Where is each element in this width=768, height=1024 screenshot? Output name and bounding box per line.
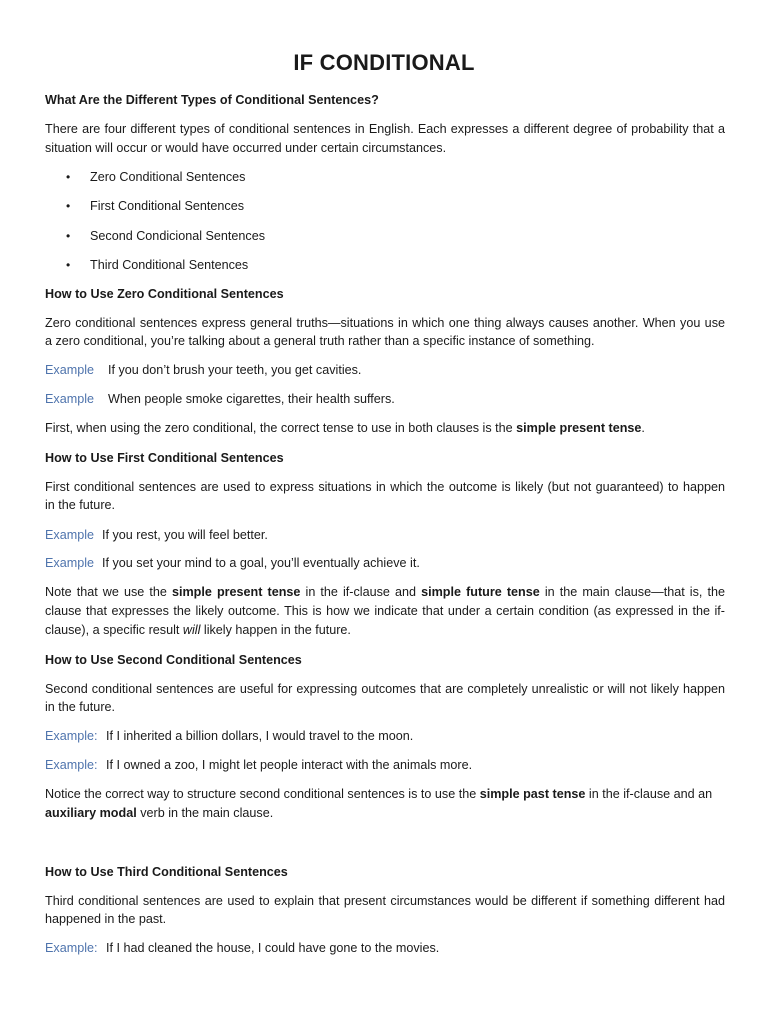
list-item: Third Conditional Sentences [90,258,249,272]
first-body-line-2: in the future. [45,498,116,512]
zero-heading: How to Use Zero Conditional Sentences [45,287,284,301]
types-intro-line-2: situation will occur or would have occurred under certain circumstances. [45,141,447,155]
third-body-line-1: Third conditional sentences are used to explain that present circumstances would be different if something different had [45,894,725,908]
example-text: If you don’t brush your teeth, you get cavities. [108,363,362,377]
first-note-line-2: clause that expresses the likely outcome. This is how we indicate that under a certain condition (as expressed in the if- [45,604,725,618]
example-label: Example: [45,729,98,743]
third-body-line-2: happened in the past. [45,912,167,926]
bullet-icon: • [66,170,71,184]
types-heading: What Are the Different Types of Conditional Sentences? [45,93,379,107]
note-italic: will [182,623,201,637]
list-item: Second Condicional Sentences [90,229,266,243]
first-body-line-1: First conditional sentences are used to express situations in which the outcome is likely (but not guaranteed) to happen [45,480,725,494]
example-label: Example [45,528,94,542]
example-label: Example [45,392,94,406]
note-text: in the if-clause and [300,585,422,599]
second-heading: How to Use Second Conditional Sentences [45,653,302,667]
note-bold: simple future tense [421,585,540,599]
third-heading: How to Use Third Conditional Sentences [45,865,288,879]
example-text: If you set your mind to a goal, you’ll eventually achieve it. [102,556,420,570]
first-note-line-1 [45,583,725,602]
note-bold: simple present tense [171,585,301,599]
note-text: Notice the correct way to structure second conditional sentences is to use the [45,787,480,801]
example-text: If I owned a zoo, I might let people interact with the animals more. [106,758,473,772]
second-body-line-2: in the future. [45,700,116,714]
example-label: Example: [45,758,98,772]
example-text: If I inherited a billion dollars, I would travel to the moon. [106,729,414,743]
note-text: verb in the main clause. [136,806,274,820]
zero-body-line-2: a zero conditional, you’re talking about a general truth rather than a specific instance of something. [45,334,595,348]
note-bold: simple past tense [479,787,586,801]
second-note-line-2 [45,804,725,823]
zero-note-bold: simple present tense [516,421,642,435]
zero-note-end: . [641,421,645,435]
note-text: likely happen in the future. [200,623,351,637]
note-bold: auxiliary modal [45,806,137,820]
second-note-line-1 [45,785,725,804]
note-text: Note that we use the [45,585,172,599]
example-text: When people smoke cigarettes, their health suffers. [108,392,395,406]
example-text: If you rest, you will feel better. [102,528,268,542]
bullet-icon: • [66,258,71,272]
zero-note [45,419,725,438]
note-text: clause), a specific result [45,623,183,637]
first-heading: How to Use First Conditional Sentences [45,451,284,465]
note-text: in the main clause—that is, the [539,585,725,599]
list-item: Zero Conditional Sentences [90,170,246,184]
example-label: Example: [45,941,98,955]
page-title: IF CONDITIONAL [293,50,475,75]
zero-note-text: First, when using the zero conditional, the correct tense to use in both clauses is the [45,421,517,435]
note-text: in the if-clause and an [585,787,713,801]
example-label: Example [45,363,94,377]
bullet-icon: • [66,229,71,243]
second-body-line-1: Second conditional sentences are useful for expressing outcomes that are completely unrealistic or will not likely happen [45,682,725,696]
example-text: If I had cleaned the house, I could have gone to the movies. [106,941,440,955]
zero-body-line-1: Zero conditional sentences express general truths—situations in which one thing always causes another. When you use [45,316,725,330]
example-label: Example [45,556,94,570]
list-item: First Conditional Sentences [90,199,245,213]
first-note-line-3 [45,621,725,640]
bullet-icon: • [66,199,71,213]
types-intro-line-1: There are four different types of conditional sentences in English. Each expresses a different degree of probability that a [45,122,725,136]
